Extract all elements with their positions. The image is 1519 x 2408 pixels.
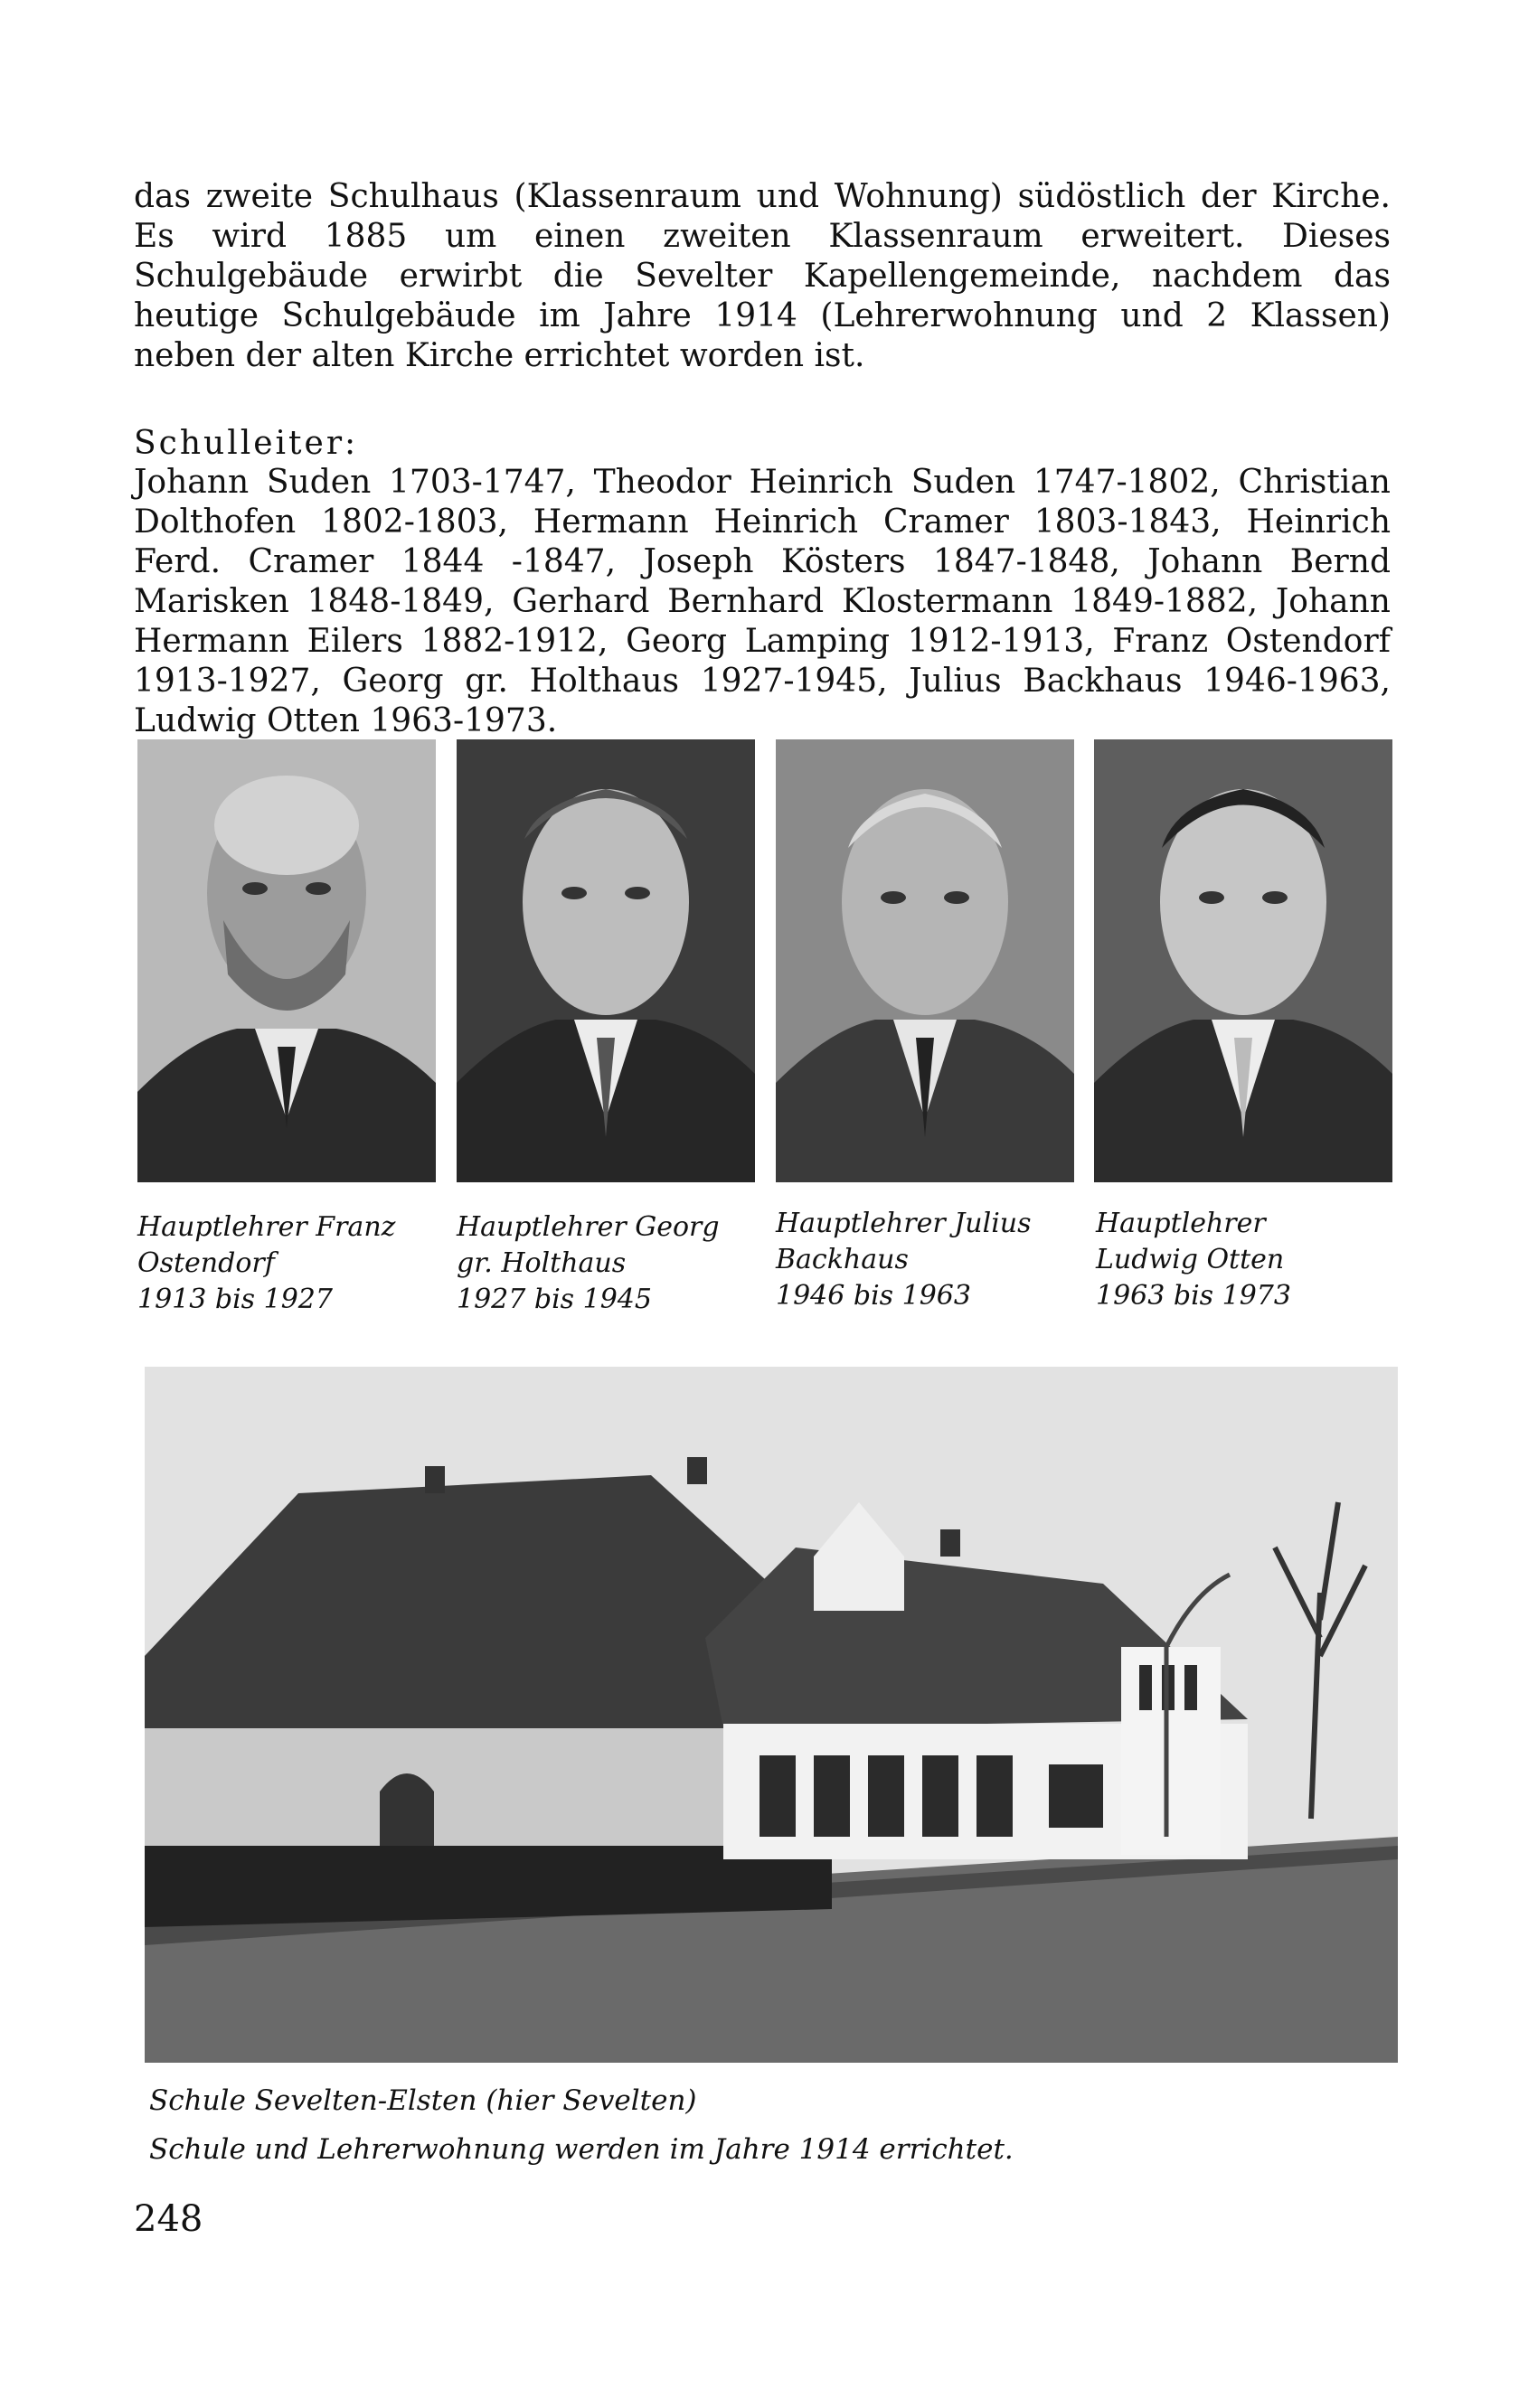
portrait-photo-holthaus (457, 739, 755, 1182)
portrait-caption-ostendorf (137, 1209, 445, 1318)
portrait-caption-holthaus (457, 1209, 764, 1318)
portrait-caption-backhaus (776, 1206, 1083, 1314)
intro-paragraph: das zweite Schulhaus (Klassenraum und Wohnung) südöstlich der Kirche. Es wird 1885 um einen zweiten Klassenraum erweitert. Dieses Schulgebäude erwirbt die Sevelter Kapellengemeinde, nachdem das heutige Schulgebäude im Jahre 1914 (Lehrerwohnung und 2 Klassen) neben der alten Kirche errichtet worden ist. (134, 178, 1391, 374)
portrait-caption-otten (1096, 1206, 1403, 1314)
caption-line: Hauptlehrer (1096, 1208, 1266, 1239)
caption-line: gr. Holthaus (457, 1247, 627, 1279)
teachers-paragraph: Johann Suden 1703-1747, Theodor Heinrich Suden 1747-1802, Christian Dolthofen 1802-1803, Hermann Heinrich Cramer 1803-1843, Heinrich Ferd. Cramer 1844 -1847, Joseph Kösters 1847-1848, Johann Bernd Marisken 1848-1849, Gerhard Bernhard Klostermann 1849-1882, Johann Hermann Eilers 1882-1912, Georg Lamping 1912-1913, Franz Ostendorf 1913-1927, Georg gr. Holthaus 1927-1945, Julius Backhaus 1946-1963, Ludwig Otten 1963-1973. (134, 464, 1391, 739)
caption-line: 1913 bis 1927 (137, 1284, 333, 1315)
portrait-photo-otten (1094, 739, 1392, 1182)
school-building-photo (145, 1367, 1398, 2063)
caption-line: Hauptlehrer Julius (776, 1208, 1032, 1239)
caption-line: Ludwig Otten (1096, 1244, 1285, 1275)
caption-line: Hauptlehrer Franz (137, 1211, 396, 1243)
school-caption-description: Schule und Lehrerwohnung werden im Jahre 1914 errichtet. (149, 2133, 1014, 2166)
caption-line: 1927 bis 1945 (457, 1284, 652, 1315)
portrait-photo-backhaus (776, 739, 1074, 1182)
caption-line: 1963 bis 1973 (1096, 1280, 1291, 1312)
caption-line: Backhaus (776, 1244, 909, 1275)
page-number: 248 (134, 2198, 203, 2240)
section-heading: Schulleiter: (134, 425, 359, 462)
caption-line: Hauptlehrer Georg (457, 1211, 720, 1243)
caption-line: 1946 bis 1963 (776, 1280, 971, 1312)
caption-line: Ostendorf (137, 1247, 275, 1279)
school-caption-title: Schule Sevelten-Elsten (hier Sevelten) (149, 2084, 697, 2117)
portrait-photo-ostendorf (137, 739, 436, 1182)
